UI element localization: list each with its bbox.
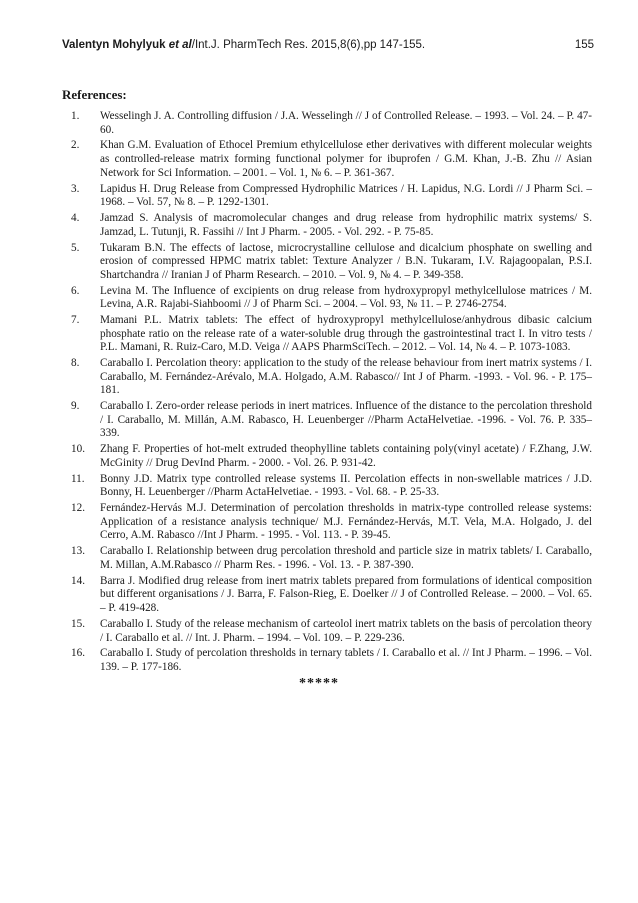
reference-number: 1.	[71, 110, 80, 122]
reference-list	[62, 110, 592, 677]
reference-text: Barra J. Modified drug release from inert matrix tablets prepared from formulations of identical composition but different organisations / J. Barra, F. Falson-Rieg, E. Doelker // J of Controlled Release. – 2000. – Vol. 65. – P. 419-428.	[100, 574, 592, 615]
reference-number: 15.	[71, 617, 85, 630]
reference-item	[62, 110, 592, 137]
reference-text: Zhang F. Properties of hot-melt extruded theophylline tablets containing poly(vinyl acetate) / F.Zhang, J.W. McGinity // Drug DevInd Pharm. - 2000. - Vol. 26. P. 931-42.	[100, 443, 592, 469]
page-number: 155	[574, 39, 594, 51]
reference-item	[62, 242, 592, 283]
reference-text: Bonny J.D. Matrix type controlled release systems II. Percolation effects in non-swellable matrices / J.D. Bonny, H. Leuenberger //Pharm ActaHelvetiae. - 1993. - Vol. 68. - P. 25-33.	[100, 472, 592, 499]
reference-number: 9.	[71, 400, 80, 413]
reference-text: Tukaram B.N. The effects of lactose, microcrystalline cellulose and dicalcium phosphate on swelling and erosion of compressed HPMC matrix tablet: Texture Analyzer / B.N. Tukaram, I.V. Rajagoopalan, P.S.I. Shartchandra // Iranian J of Pharm Research. – 2010. – Vol. 9, № 4. – P. 349-358.	[100, 241, 592, 281]
reference-item	[62, 502, 592, 543]
reference-number: 14.	[71, 574, 85, 587]
reference-text: Levina M. The Influence of excipients on drug release from hydroxypropyl methylcellulose matrices / M. Levina, A.R. Rajabi-Siahboomi // J of Pharm Sci. – 2004. – Vol. 93, № 11. – P. 2746-2754.	[100, 284, 592, 311]
reference-text: Lapidus H. Drug Release from Compressed Hydrophilic Matrices / H. Lapidus, N.G. Lordi // J Pharm Sci. – 1968. – Vol. 57, № 8. – P. 1292-1301.	[100, 182, 592, 209]
reference-number: 13.	[71, 545, 85, 558]
reference-item	[62, 400, 592, 441]
reference-number: 12.	[71, 502, 85, 515]
reference-item	[62, 183, 592, 210]
reference-item	[62, 647, 592, 674]
reference-text: Wesselingh J. A. Controlling diffusion / J.A. Wesselingh // J of Controlled Release. – 1993. – Vol. 24. – P. 47-60.	[100, 110, 592, 136]
running-header	[62, 37, 594, 53]
references-heading: References:	[62, 87, 127, 102]
reference-text: Jamzad S. Analysis of macromolecular changes and drug release from hydrophilic matrix systems/ S. Jamzad, L. Tutunji, R. Fassihi // Int J Pharm. - 2005. - Vol. 292. - P. 75-85.	[100, 212, 592, 238]
reference-item	[62, 314, 592, 355]
reference-number: 10.	[71, 443, 85, 456]
reference-text: Caraballo I. Zero-order release periods in inert matrices. Influence of the distance to the percolation threshold / I. Caraballo, M. Millán, A.M. Rabasco, H. Leuenberger //Pharm ActaHelvetiae. -1996. - Vol. 76. P. 335–339.	[100, 400, 592, 440]
reference-number: 16.	[71, 647, 85, 660]
reference-item	[62, 575, 592, 616]
reference-number: 8.	[71, 357, 80, 370]
reference-number: 7.	[71, 314, 80, 327]
reference-item	[62, 545, 592, 572]
reference-number: 4.	[71, 212, 80, 225]
reference-item	[62, 473, 592, 500]
reference-number: 2.	[71, 139, 80, 152]
reference-text: Khan G.M. Evaluation of Ethocel Premium ethylcellulose ether derivatives with different molecular weights as controlled-release matrix forming functional polymer for ibuprofen / G.M. Khan, J.-B. Zhu // Asian Network for Sci Information. – 2001. – Vol. 1, № 6. – P. 361-367.	[100, 139, 592, 179]
header-citation	[62, 39, 425, 51]
reference-item	[62, 139, 592, 180]
reference-item	[62, 357, 592, 398]
reference-number: 6.	[71, 284, 80, 297]
reference-text: Caraballo I. Study of percolation thresholds in ternary tablets / I. Caraballo et al. // Int J Pharm. – 1996. – Vol. 139. – P. 177-186.	[100, 647, 592, 674]
reference-text: Mamani P.L. Matrix tablets: The effect of hydroxypropyl methylcellulose/anhydrous dibasic calcium phosphate ratio on the release rate of a water-soluble drug through the gastrointestinal tract I. In vitro tests / P.L. Mamani, R. Ruiz-Caro, M.D. Veiga // AAPS PharmSciTech. – 2012. – Vol. 14, № 4. – P. 1073-1083.	[100, 314, 592, 354]
reference-text: Caraballo I. Study of the release mechanism of carteolol inert matrix tablets on the basis of percolation theory / I. Caraballo et al. // Int. J. Pharm. – 1994. – Vol. 109. – P. 229-236.	[100, 617, 592, 644]
reference-item	[62, 618, 592, 645]
reference-item	[62, 212, 592, 239]
reference-text: Caraballo I. Relationship between drug percolation threshold and particle size in matrix tablets/ I. Caraballo, M. Millan, A.M.Rabasco // Pharm Res. - 1996. - Vol. 13. - P. 387-390.	[100, 545, 592, 571]
reference-text: Fernández-Hervás M.J. Determination of percolation thresholds in matrix-type controlled release systems: Application of a resistance analysis technique/ M.J. Fernández-Hervás, M.T. Vela, M.A. Holgado, J. del Cerro, A.M. Rabasco //Int J Pharm. - 1995. - Vol. 113. - P. 39-45.	[100, 502, 592, 542]
reference-number: 5.	[71, 241, 80, 254]
reference-text: Caraballo I. Percolation theory: application to the study of the release behaviour from inert matrix systems / I. Caraballo, M. Fernández-Arévalo, M.A. Holgado, A.M. Rabasco// Int J of Pharm. -1993. - Vol. 96. - P. 175–181.	[100, 357, 592, 397]
header-journal: /Int.J. PharmTech Res. 2015,8(6),pp 147-155.	[191, 39, 426, 51]
header-et-al: et al	[168, 39, 192, 51]
reference-number: 11.	[71, 472, 85, 485]
reference-item	[62, 443, 592, 470]
reference-item	[62, 285, 592, 312]
header-author: Valentyn Mohylyuk	[62, 39, 166, 51]
end-separator: *****	[299, 676, 339, 691]
reference-number: 3.	[71, 182, 80, 195]
